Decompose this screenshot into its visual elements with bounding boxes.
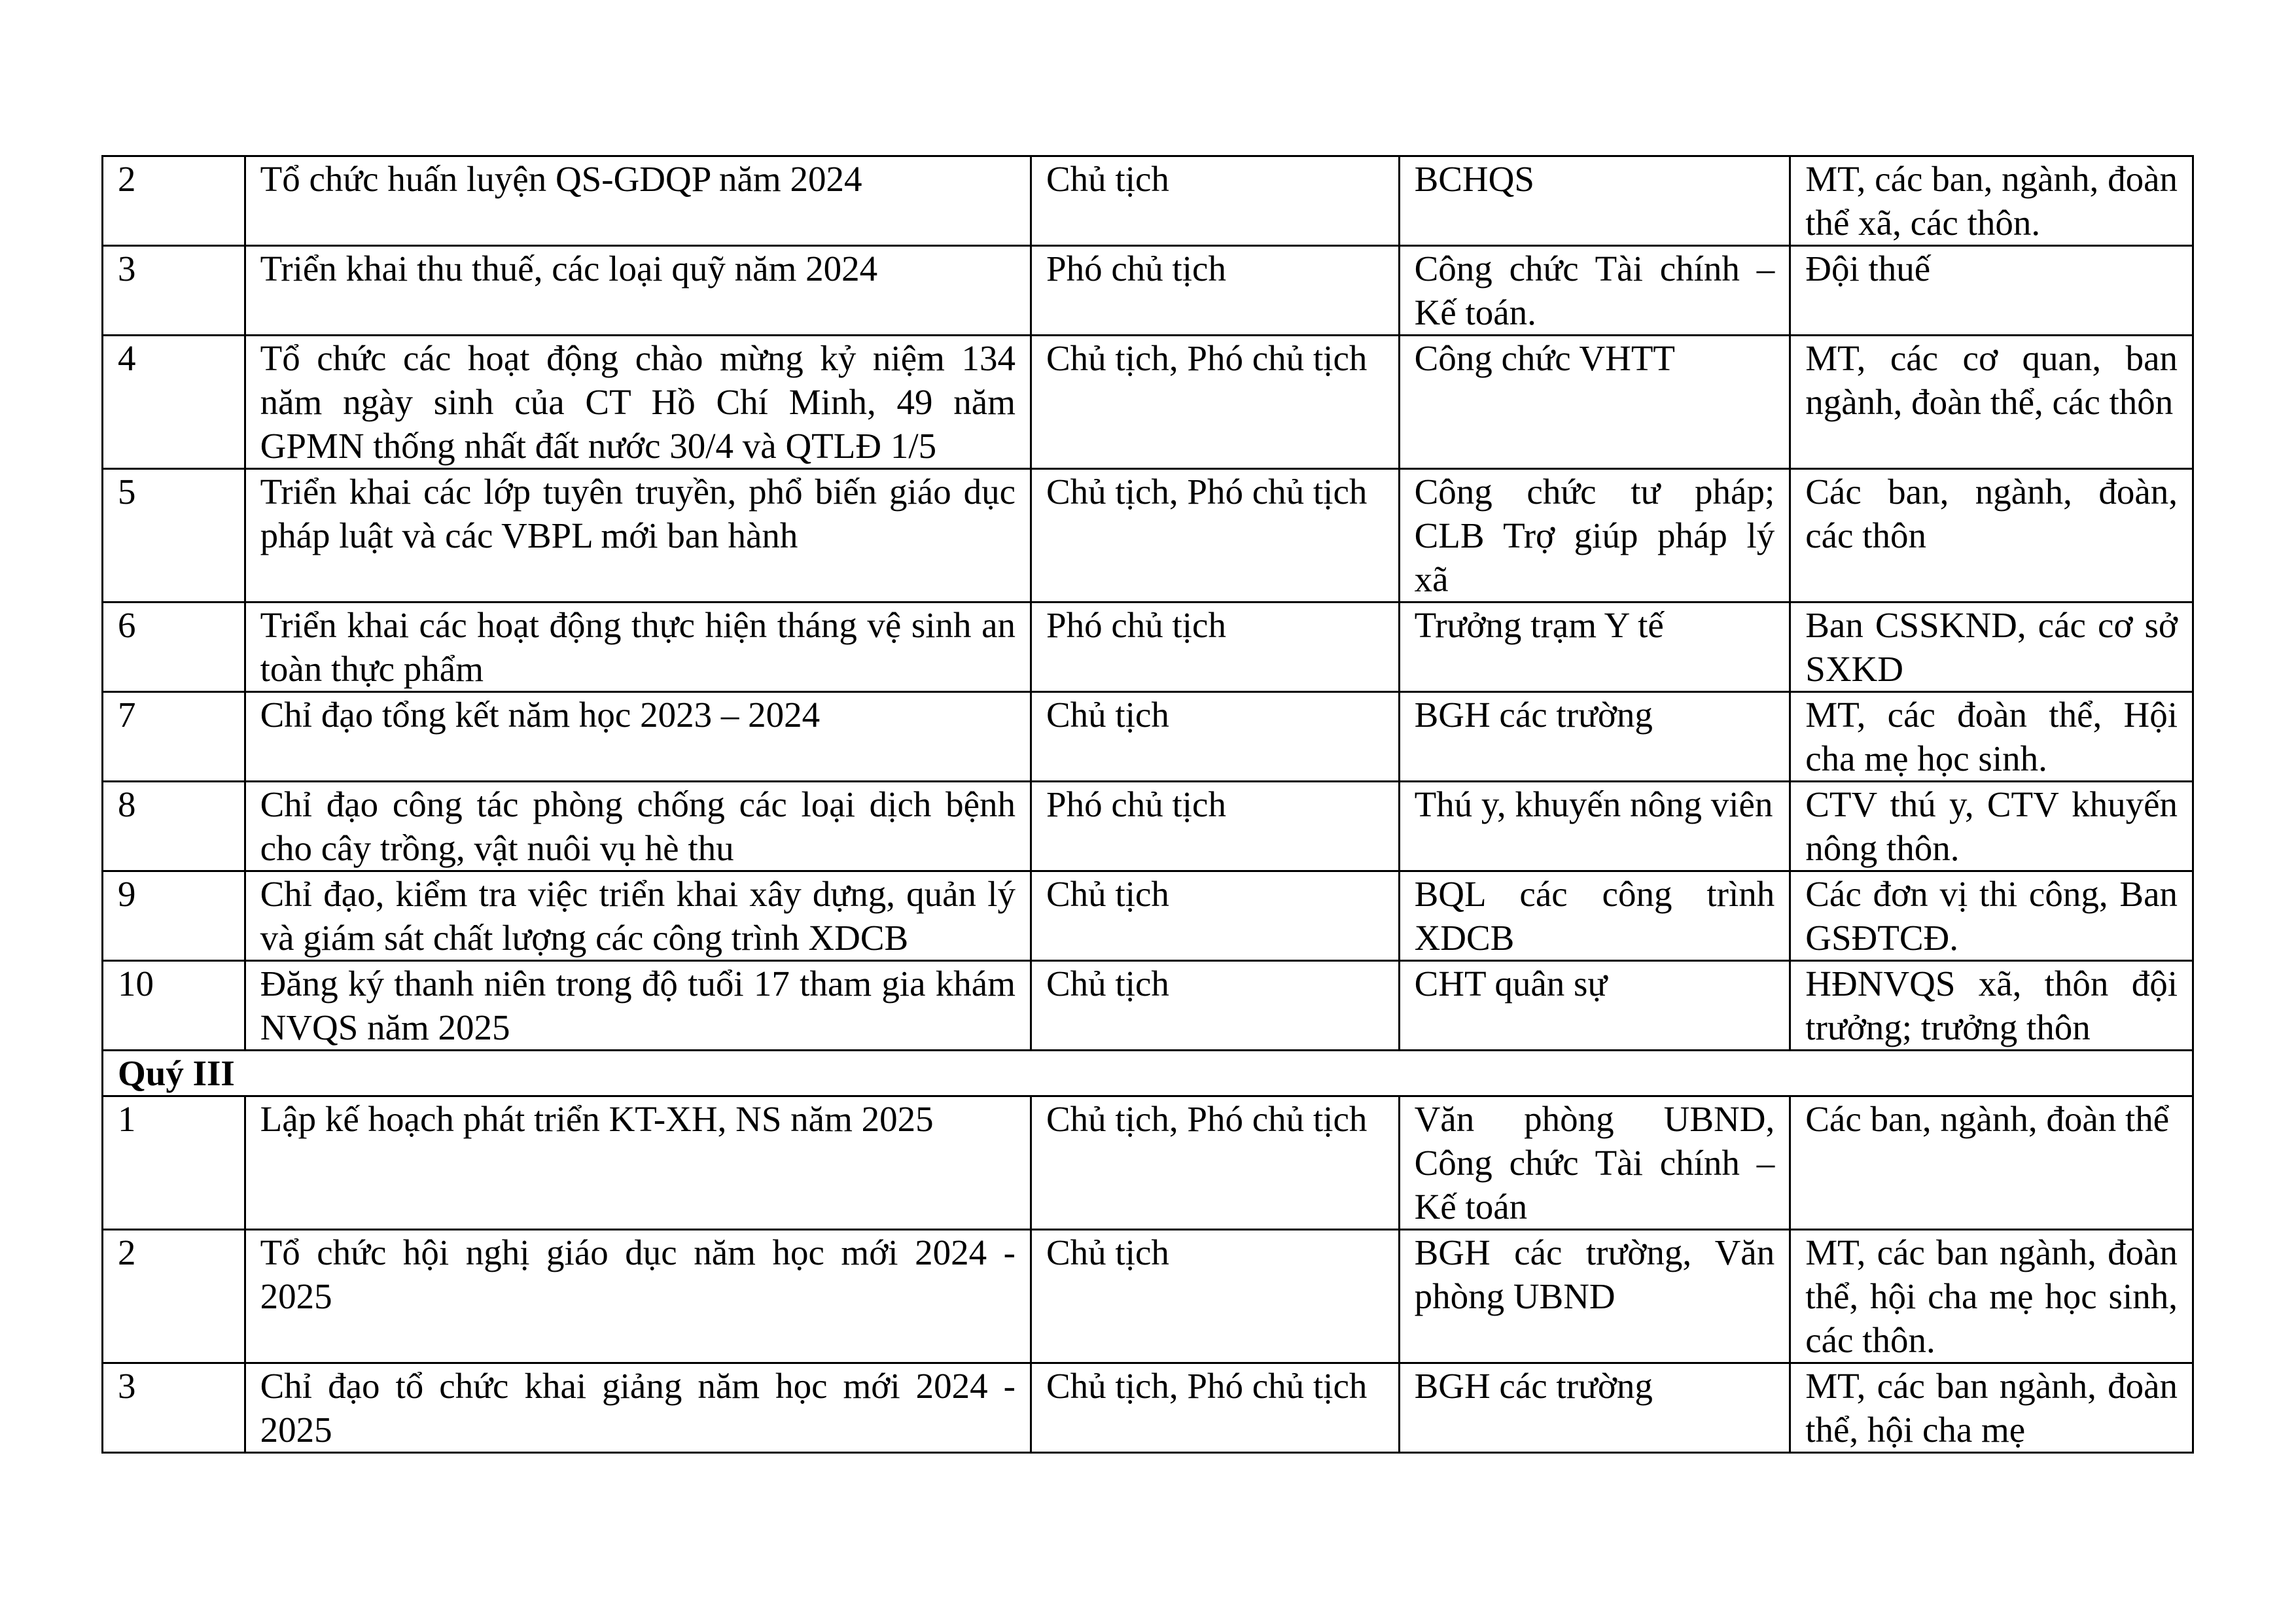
task-description: Triển khai các hoạt động thực hiện tháng vệ sinh an toàn thực phẩm <box>245 602 1031 692</box>
row-number: 3 <box>103 246 245 336</box>
row-number: 3 <box>103 1363 245 1453</box>
task-description: Tổ chức các hoạt động chào mừng kỷ niệm 134 năm ngày sinh của CT Hồ Chí Minh, 49 năm GPMN thống nhất đất nước 30/4 và QTLĐ 1/5 <box>245 336 1031 469</box>
main-unit: BGH các trường <box>1399 1363 1790 1453</box>
lead-person: Phó chủ tịch <box>1031 246 1399 336</box>
main-unit: Công chức Tài chính – Kế toán. <box>1399 246 1790 336</box>
main-unit: Công chức VHTT <box>1399 336 1790 469</box>
main-unit: CHT quân sự <box>1399 961 1790 1051</box>
main-unit: Công chức tư pháp; CLB Trợ giúp pháp lý xã <box>1399 469 1790 602</box>
lead-person: Chủ tịch <box>1031 871 1399 961</box>
main-unit: Thú y, khuyến nông viên <box>1399 782 1790 871</box>
table-row <box>103 602 2193 692</box>
table-row <box>103 1096 2193 1230</box>
table-row <box>103 156 2193 246</box>
table-row <box>103 469 2193 602</box>
task-description: Chỉ đạo tổng kết năm học 2023 – 2024 <box>245 692 1031 782</box>
row-number: 2 <box>103 1230 245 1363</box>
lead-person: Phó chủ tịch <box>1031 602 1399 692</box>
lead-person: Chủ tịch, Phó chủ tịch <box>1031 469 1399 602</box>
coordinating-units: Các đơn vị thi công, Ban GSĐTCĐ. <box>1790 871 2193 961</box>
task-description: Chỉ đạo tổ chức khai giảng năm học mới 2024 - 2025 <box>245 1363 1031 1453</box>
coordinating-units: Các ban, ngành, đoàn thể <box>1790 1096 2193 1230</box>
coordinating-units: Ban CSSKND, các cơ sở SXKD <box>1790 602 2193 692</box>
coordinating-units: MT, các ban, ngành, đoàn thể xã, các thôn. <box>1790 156 2193 246</box>
section-row <box>103 1051 2193 1096</box>
task-description: Đăng ký thanh niên trong độ tuổi 17 tham gia khám NVQS năm 2025 <box>245 961 1031 1051</box>
task-description: Triển khai các lớp tuyên truyền, phổ biến giáo dục pháp luật và các VBPL mới ban hành <box>245 469 1031 602</box>
coordinating-units: MT, các ban ngành, đoàn thể, hội cha mẹ <box>1790 1363 2193 1453</box>
lead-person: Chủ tịch <box>1031 156 1399 246</box>
table-row <box>103 246 2193 336</box>
task-description: Chỉ đạo công tác phòng chống các loại dịch bệnh cho cây trồng, vật nuôi vụ hè thu <box>245 782 1031 871</box>
main-unit: BCHQS <box>1399 156 1790 246</box>
row-number: 5 <box>103 469 245 602</box>
main-unit: BQL các công trình XDCB <box>1399 871 1790 961</box>
row-number: 4 <box>103 336 245 469</box>
row-number: 8 <box>103 782 245 871</box>
lead-person: Chủ tịch, Phó chủ tịch <box>1031 1363 1399 1453</box>
task-description: Chỉ đạo, kiểm tra việc triển khai xây dựng, quản lý và giám sát chất lượng các công trình XDCB <box>245 871 1031 961</box>
main-unit: Trưởng trạm Y tế <box>1399 602 1790 692</box>
table-row <box>103 1363 2193 1453</box>
row-number: 7 <box>103 692 245 782</box>
lead-person: Chủ tịch, Phó chủ tịch <box>1031 336 1399 469</box>
table-row <box>103 961 2193 1051</box>
coordinating-units: CTV thú y, CTV khuyến nông thôn. <box>1790 782 2193 871</box>
table-row <box>103 336 2193 469</box>
main-unit: BGH các trường, Văn phòng UBND <box>1399 1230 1790 1363</box>
task-description: Triển khai thu thuế, các loại quỹ năm 2024 <box>245 246 1031 336</box>
row-number: 10 <box>103 961 245 1051</box>
table-row <box>103 871 2193 961</box>
row-number: 1 <box>103 1096 245 1230</box>
work-plan-table <box>101 155 2194 1454</box>
table-row <box>103 782 2193 871</box>
coordinating-units: HĐNVQS xã, thôn đội trưởng; trưởng thôn <box>1790 961 2193 1051</box>
task-description: Tổ chức hội nghị giáo dục năm học mới 2024 - 2025 <box>245 1230 1031 1363</box>
lead-person: Chủ tịch, Phó chủ tịch <box>1031 1096 1399 1230</box>
table-row <box>103 1230 2193 1363</box>
lead-person: Chủ tịch <box>1031 692 1399 782</box>
coordinating-units: MT, các ban ngành, đoàn thể, hội cha mẹ học sinh, các thôn. <box>1790 1230 2193 1363</box>
lead-person: Phó chủ tịch <box>1031 782 1399 871</box>
task-description: Tổ chức huấn luyện QS-GDQP năm 2024 <box>245 156 1031 246</box>
row-number: 2 <box>103 156 245 246</box>
coordinating-units: Các ban, ngành, đoàn, các thôn <box>1790 469 2193 602</box>
row-number: 6 <box>103 602 245 692</box>
coordinating-units: Đội thuế <box>1790 246 2193 336</box>
main-unit: BGH các trường <box>1399 692 1790 782</box>
main-unit: Văn phòng UBND, Công chức Tài chính – Kế toán <box>1399 1096 1790 1230</box>
lead-person: Chủ tịch <box>1031 1230 1399 1363</box>
row-number: 9 <box>103 871 245 961</box>
section-title: Quý III <box>103 1051 2193 1096</box>
task-description: Lập kế hoạch phát triển KT-XH, NS năm 2025 <box>245 1096 1031 1230</box>
lead-person: Chủ tịch <box>1031 961 1399 1051</box>
coordinating-units: MT, các đoàn thể, Hội cha mẹ học sinh. <box>1790 692 2193 782</box>
table-row <box>103 692 2193 782</box>
coordinating-units: MT, các cơ quan, ban ngành, đoàn thể, các thôn <box>1790 336 2193 469</box>
